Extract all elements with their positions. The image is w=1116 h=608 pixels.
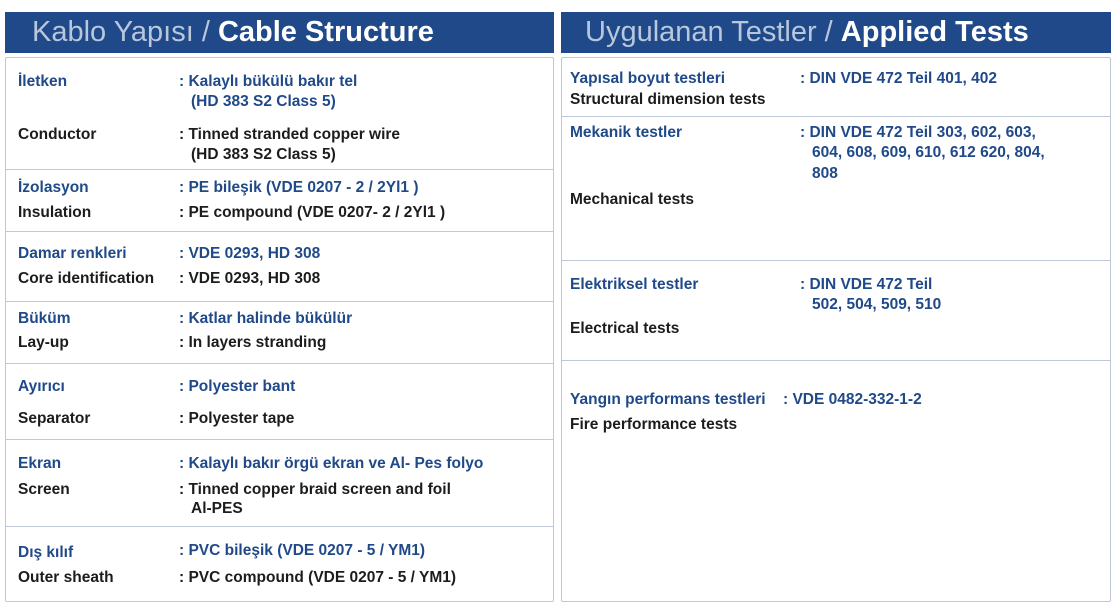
electrical-value: : DIN VDE 472 Teil xyxy=(800,276,933,293)
electrical-label-tr: Elektriksel testler xyxy=(570,276,699,293)
screen-label-tr: Ekran xyxy=(18,455,62,472)
insulation-label-tr: İzolasyon xyxy=(18,179,89,196)
outer-sheath-label-tr: Dış kılıf xyxy=(18,544,74,561)
fire-label-en: Fire performance tests xyxy=(570,416,738,433)
outer-sheath-value-tr: : PVC bileşik (VDE 0207 - 5 / YM1) xyxy=(179,542,426,559)
conductor-section xyxy=(6,58,553,169)
header-english: Cable Structure xyxy=(217,16,434,48)
core-colors-value-en: : VDE 0293, HD 308 xyxy=(179,270,321,287)
layup-value-tr: : Katlar halinde bükülür xyxy=(179,310,353,327)
layup-label-tr: Büküm xyxy=(18,310,71,327)
screen-value-tr: : Kalaylı bakır örgü ekran ve Al- Pes folyo xyxy=(179,455,484,472)
structural-label-tr: Yapısal boyut testleri xyxy=(570,70,726,87)
cable-structure-panel xyxy=(5,57,554,602)
conductor-label-tr: İletken xyxy=(18,73,68,90)
electrical-value-cont: 502, 504, 509, 510 xyxy=(812,296,942,313)
screen-label-en: Screen xyxy=(18,481,70,498)
layup-section xyxy=(6,301,553,364)
mechanical-value: : DIN VDE 472 Teil 303, 602, 603, xyxy=(800,124,1036,141)
electrical-tests-section xyxy=(562,260,1110,361)
fire-label-tr: Yangın performans testleri xyxy=(570,391,766,408)
fire-value: : VDE 0482-332-1-2 xyxy=(783,391,922,408)
separator-label-en: Separator xyxy=(18,410,91,427)
insulation-label-en: Insulation xyxy=(18,204,92,221)
core-colors-label-en: Core identification xyxy=(18,270,155,287)
mechanical-label-en: Mechanical tests xyxy=(570,191,695,208)
mechanical-tests-section xyxy=(562,116,1110,261)
separator-section xyxy=(6,363,553,440)
structural-value: : DIN VDE 472 Teil 401, 402 xyxy=(800,70,998,87)
header-english: Applied Tests xyxy=(840,16,1029,48)
outer-sheath-section xyxy=(6,526,553,602)
mechanical-value-cont: 604, 608, 609, 610, 612 620, 804, xyxy=(812,144,1045,161)
applied-tests-header xyxy=(561,12,1111,53)
core-colors-label-tr: Damar renkleri xyxy=(18,245,127,262)
structural-label-en: Structural dimension tests xyxy=(570,91,766,108)
header-turkish: Kablo Yapısı / xyxy=(32,16,218,48)
layup-label-en: Lay-up xyxy=(18,334,69,351)
screen-section xyxy=(6,439,553,527)
core-colors-section xyxy=(6,231,553,302)
separator-value-tr: : Polyester bant xyxy=(179,378,296,395)
outer-sheath-value-en: : PVC compound (VDE 0207 - 5 / YM1) xyxy=(179,569,457,586)
layup-value-en: : In layers stranding xyxy=(179,334,327,351)
header-turkish: Uygulanan Testler / xyxy=(585,16,841,48)
cable-structure-header xyxy=(5,12,554,53)
screen-value-en-cont: Al-PES xyxy=(191,500,243,517)
electrical-label-en: Electrical tests xyxy=(570,320,680,337)
mechanical-label-tr: Mekanik testler xyxy=(570,124,682,141)
conductor-label-en: Conductor xyxy=(18,126,97,143)
conductor-value-en: : Tinned stranded copper wire xyxy=(179,126,401,143)
outer-sheath-label-en: Outer sheath xyxy=(18,569,114,586)
structural-tests-section xyxy=(562,58,1110,116)
conductor-value-tr-cont: (HD 383 S2 Class 5) xyxy=(191,93,336,110)
applied-tests-panel xyxy=(561,57,1111,602)
core-colors-value-tr: : VDE 0293, HD 308 xyxy=(179,245,321,262)
conductor-value-tr: : Kalaylı bükülü bakır tel xyxy=(179,73,358,90)
insulation-value-tr: : PE bileşik (VDE 0207 - 2 / 2Yl1 ) xyxy=(179,179,419,196)
insulation-section xyxy=(6,169,553,232)
mechanical-value-cont-2: 808 xyxy=(812,165,838,182)
conductor-value-en-cont: (HD 383 S2 Class 5) xyxy=(191,146,336,163)
fire-tests-section xyxy=(562,360,1110,602)
separator-label-tr: Ayırıcı xyxy=(18,378,65,395)
screen-value-en: : Tinned copper braid screen and foil xyxy=(179,481,451,498)
insulation-value-en: : PE compound (VDE 0207- 2 / 2Yl1 ) xyxy=(179,204,446,221)
separator-value-en: : Polyester tape xyxy=(179,410,295,427)
